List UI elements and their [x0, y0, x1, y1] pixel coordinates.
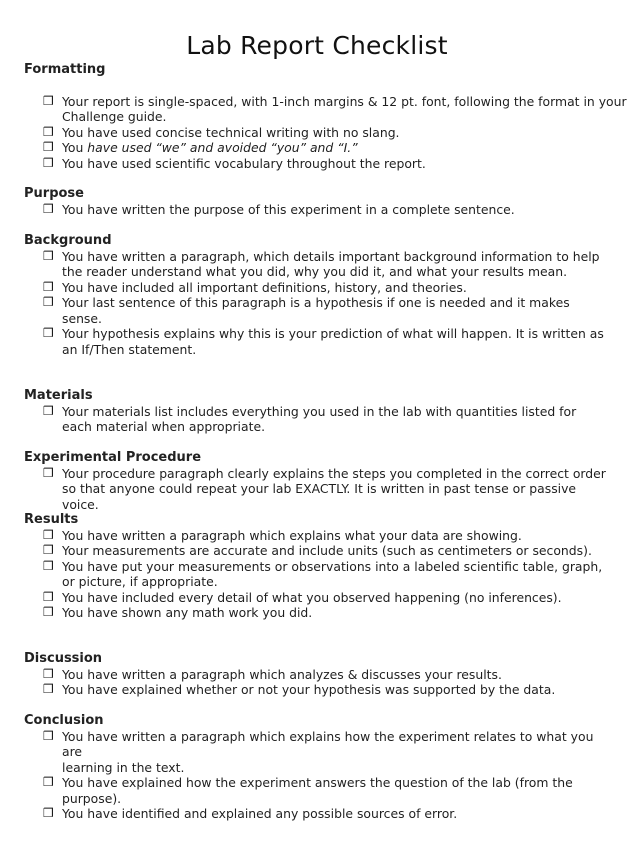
- checklist-item[interactable]: [24, 140, 614, 156]
- checklist-item[interactable]: [24, 94, 628, 125]
- item-text-italic: have used “we” and avoided “you” and “I.”: [87, 140, 358, 155]
- checklist-item[interactable]: [24, 125, 614, 141]
- checkbox-icon[interactable]: ❒: [43, 543, 54, 557]
- item-text: Your report is single-spaced, with 1-inch margins & 12 pt. font, following the format in your Challenge guide.: [62, 93, 627, 124]
- item-text: You have used scientific vocabulary throughout the report.: [62, 155, 426, 171]
- checklist-item[interactable]: [24, 280, 614, 296]
- checklist-item[interactable]: [24, 605, 614, 621]
- checklist-item[interactable]: [24, 326, 614, 357]
- checkbox-icon[interactable]: ❒: [43, 326, 54, 340]
- checklist: [24, 249, 614, 358]
- page-title: Lab Report Checklist: [186, 31, 448, 60]
- checkbox-icon[interactable]: ❒: [43, 93, 54, 108]
- section-heading: Background: [24, 233, 112, 248]
- checklist-item[interactable]: [24, 590, 614, 606]
- checklist-item[interactable]: [24, 682, 614, 698]
- item-text: Your materials list includes everything you used in the lab with quantities listed for each material when appropriate.: [62, 403, 577, 434]
- checkbox-icon[interactable]: ❒: [43, 248, 54, 263]
- checkbox-icon[interactable]: ❒: [43, 295, 54, 309]
- item-text: You have put your measurements or observations into a labeled scientific table, graph, or picture, if appropriate.: [62, 558, 603, 589]
- checklist: [24, 93, 627, 172]
- section-results: [24, 512, 614, 621]
- section-heading: Conclusion: [24, 713, 104, 728]
- section-discussion: [24, 651, 614, 698]
- checklist: [24, 202, 614, 218]
- checklist: [24, 404, 614, 435]
- checkbox-icon[interactable]: ❒: [43, 558, 54, 573]
- checklist-item[interactable]: [24, 775, 614, 806]
- item-text: You have used concise technical writing with no slang.: [62, 124, 400, 140]
- checkbox-icon[interactable]: ❒: [43, 728, 54, 743]
- item-text: You have included all important definitions, history, and theories.: [62, 279, 467, 295]
- checklist-item[interactable]: [24, 543, 614, 559]
- item-text: Your procedure paragraph clearly explains the steps you completed in the correct order so that anyone could repeat your lab EXACTLY. It is written in past tense or passive voice.: [62, 465, 606, 512]
- section-heading: Results: [24, 512, 79, 527]
- checkbox-icon[interactable]: ❒: [43, 682, 54, 696]
- checkbox-icon[interactable]: ❒: [43, 465, 54, 480]
- checkbox-icon[interactable]: ❒: [43, 605, 54, 619]
- item-text: You have written a paragraph which analyzes & discusses your results.: [62, 666, 502, 682]
- checklist-item[interactable]: [24, 806, 614, 822]
- checkbox-icon[interactable]: ❒: [43, 775, 54, 789]
- section-heading: Purpose: [24, 186, 84, 201]
- item-text: You have identified and explained any possible sources of error.: [62, 806, 458, 821]
- section-heading: Discussion: [24, 651, 103, 666]
- checkbox-icon[interactable]: ❒: [43, 666, 54, 681]
- section-experimental-procedure: [24, 450, 614, 512]
- item-text: You have explained how the experiment answers the question of the lab (from the purpose).: [62, 775, 573, 806]
- section-heading: Formatting: [24, 62, 106, 77]
- section-materials: [24, 388, 614, 435]
- section-conclusion: [24, 713, 614, 822]
- checkbox-icon[interactable]: ❒: [43, 201, 54, 216]
- checklist-item[interactable]: [24, 559, 614, 590]
- item-text: You have written a paragraph, which details important background information to help the reader understand what you did, why you did it, and what your results mean.: [62, 248, 600, 279]
- checkbox-icon[interactable]: ❒: [43, 124, 54, 139]
- checklist-item[interactable]: [24, 249, 614, 280]
- checklist-item[interactable]: [24, 528, 614, 544]
- item-text: Your hypothesis explains why this is your prediction of what will happen. It is written as an If/Then statement.: [62, 326, 604, 357]
- checkbox-icon[interactable]: ❒: [43, 403, 54, 418]
- section-heading: Experimental Procedure: [24, 450, 202, 465]
- item-text: Your last sentence of this paragraph is a hypothesis if one is needed and it makes sense.: [62, 295, 570, 326]
- checkbox-icon[interactable]: ❒: [43, 140, 54, 154]
- item-text-plain: You: [62, 140, 88, 155]
- section-heading: Materials: [24, 388, 93, 403]
- section-purpose: [24, 186, 614, 217]
- checklist-item[interactable]: [24, 466, 614, 513]
- checkbox-icon[interactable]: ❒: [43, 155, 54, 170]
- checkbox-icon[interactable]: ❒: [43, 589, 54, 604]
- checklist: [24, 528, 614, 621]
- checkbox-icon[interactable]: ❒: [43, 279, 54, 294]
- section-formatting: [24, 62, 627, 171]
- checkbox-icon[interactable]: ❒: [43, 527, 54, 542]
- section-background: [24, 233, 614, 357]
- checklist-item[interactable]: [24, 404, 614, 435]
- item-text: You have shown any math work you did.: [62, 605, 313, 620]
- checklist-item[interactable]: [24, 667, 614, 683]
- checklist-item[interactable]: [24, 202, 614, 218]
- item-text: You have written the purpose of this experiment in a complete sentence.: [62, 201, 515, 217]
- item-text: You have included every detail of what you observed happening (no inferences).: [62, 589, 562, 605]
- checkbox-icon[interactable]: ❒: [43, 806, 54, 820]
- checklist-item[interactable]: [24, 295, 614, 326]
- checklist-item[interactable]: [24, 156, 614, 172]
- item-text-continuation: learning in the text.: [62, 759, 185, 775]
- item-text: You have written a paragraph which explains how the experiment relates to what you are: [62, 728, 594, 759]
- item-text: You have explained whether or not your hypothesis was supported by the data.: [62, 682, 556, 697]
- checklist: [24, 466, 614, 513]
- checklist: [24, 729, 614, 822]
- checklist: [24, 667, 614, 698]
- checklist-item[interactable]: [24, 729, 614, 776]
- item-text: You have written a paragraph which explains what your data are showing.: [62, 527, 522, 543]
- item-text: Your measurements are accurate and include units (such as centimeters or seconds).: [62, 543, 592, 558]
